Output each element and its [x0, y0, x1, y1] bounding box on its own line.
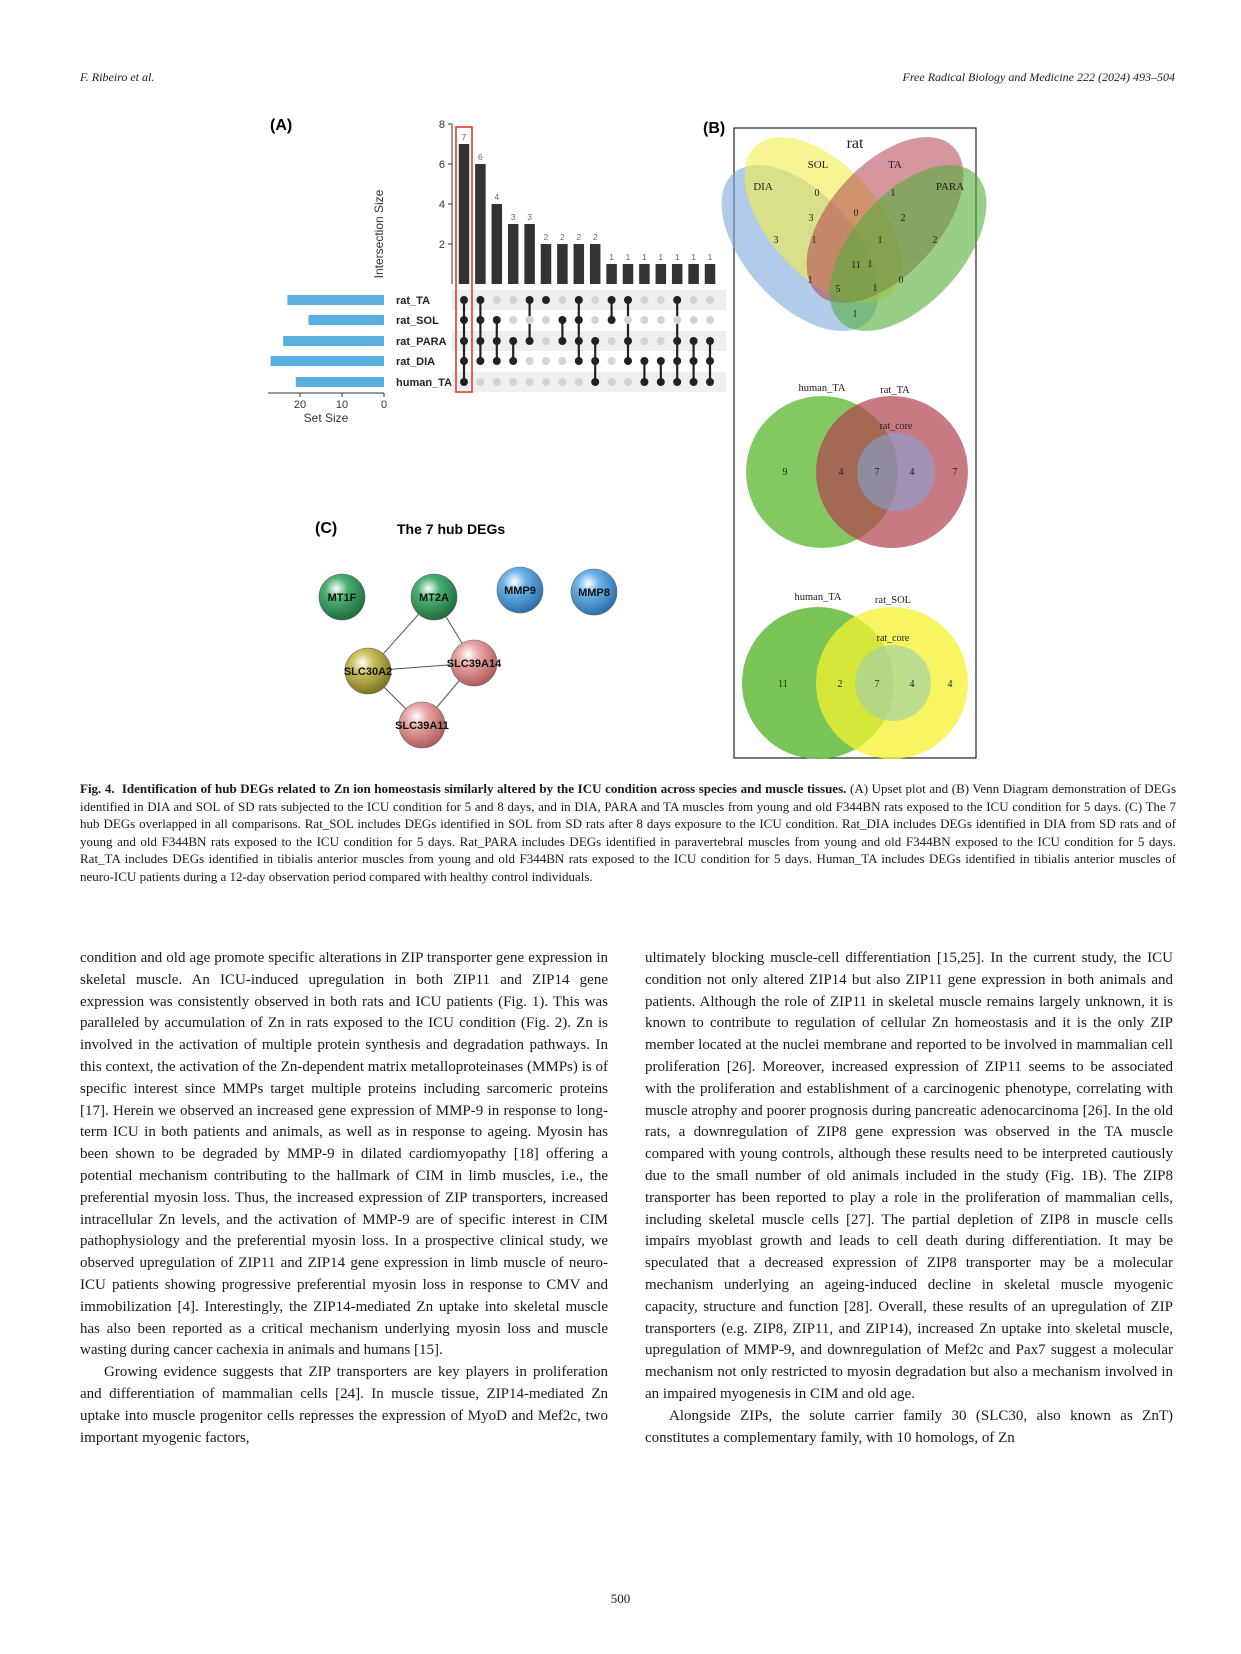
- set-size-tick-label: 20: [293, 399, 307, 411]
- inactive-set-dot: [624, 378, 632, 386]
- active-set-dot: [673, 378, 681, 386]
- active-set-dot: [476, 296, 484, 304]
- inactive-set-dot: [608, 357, 616, 365]
- bar-value-label: 1: [658, 252, 664, 262]
- inactive-set-dot: [509, 378, 517, 386]
- venn-region-count: 1: [867, 259, 873, 270]
- caption-title: Identification of hub DEGs related to Zn ion homeostasis similarly altered by the ICU condition across species and muscle tissues.: [121, 781, 847, 796]
- active-set-dot: [460, 378, 468, 386]
- intersection-bar: [656, 264, 667, 284]
- venn-region-count: 9: [782, 467, 788, 478]
- active-set-dot: [526, 337, 534, 345]
- active-set-dot: [591, 378, 599, 386]
- active-set-dot: [558, 316, 566, 324]
- venn-region-count: 0: [853, 208, 859, 219]
- inactive-set-dot: [640, 337, 648, 345]
- set-size-bar: [308, 315, 384, 325]
- caption-text: (A) Upset plot and (B) Venn Diagram demonstration of DEGs identified in DIA and SOL of SD rats subjected to the ICU condition for 5 and 8 days, and in DIA, PARA and TA muscles from young and old F344BN rats exposed to the ICU condition for 5 days. (C) The 7 hub DEGs overlapped in all comparisons. Rat_SOL includes DEGs identified in SOL from SD rats after 8 days exposure to the ICU condition. Rat_DIA includes DEGs identified in DIA from SD rats and of young and old F344BN rats exposed to the ICU condition for 5 days. Rat_PARA includes DEGs identified in paravertebral muscles from young and old F344BN exposed to the ICU condition for 5 days. Rat_TA includes DEGs identified in tibialis anterior muscles from young and old F344BN rats exposed to the ICU condition for 5 days. Human_TA includes DEGs identified in tibialis anterior muscles of neuro-ICU patients during a 12-day observation period compared with healthy control individuals.: [80, 781, 1176, 884]
- inactive-set-dot: [624, 316, 632, 324]
- intersection-bar: [590, 244, 601, 284]
- active-set-dot: [657, 357, 665, 365]
- intersection-bar: [524, 224, 535, 284]
- panel-a-label: (A): [270, 117, 293, 134]
- active-set-dot: [673, 357, 681, 365]
- bar-value-label: 6: [478, 152, 483, 162]
- inactive-set-dot: [542, 337, 550, 345]
- set-label: rat_PARA: [396, 336, 447, 348]
- inactive-set-dot: [509, 316, 517, 324]
- inactive-set-dot: [493, 378, 501, 386]
- venn-label: human_TA: [794, 592, 842, 603]
- bar-value-label: 1: [707, 252, 713, 262]
- intersection-bar: [557, 244, 568, 284]
- set-label: rat_DIA: [396, 356, 436, 368]
- bar-value-label: 2: [560, 232, 565, 242]
- gene-node-label: SLC39A11: [395, 720, 449, 732]
- y-tick-label: 8: [438, 119, 445, 131]
- active-set-dot: [476, 357, 484, 365]
- figure-caption: [80, 780, 1176, 885]
- venn-region-count: 2: [900, 213, 906, 224]
- inactive-set-dot: [706, 296, 714, 304]
- inactive-set-dot: [526, 316, 534, 324]
- inactive-set-dot: [591, 316, 599, 324]
- bar-value-label: 1: [691, 252, 696, 262]
- active-set-dot: [690, 357, 698, 365]
- y-tick-label: 2: [438, 239, 445, 251]
- inactive-set-dot: [640, 296, 648, 304]
- set-size-tick-label: 0: [380, 399, 388, 411]
- intersection-bar: [508, 224, 519, 284]
- bar-value-label: 2: [592, 232, 598, 242]
- inactive-set-dot: [526, 357, 534, 365]
- upset-plot: [268, 119, 726, 425]
- active-set-dot: [493, 316, 501, 324]
- set-label: rat_SOL: [396, 315, 439, 327]
- active-set-dot: [460, 337, 468, 345]
- venn-region-count: 1: [811, 235, 817, 246]
- venn-label-para: PARA: [935, 181, 965, 193]
- active-set-dot: [558, 337, 566, 345]
- panel-c-label: (C): [315, 520, 338, 537]
- active-set-dot: [657, 378, 665, 386]
- inactive-set-dot: [575, 378, 583, 386]
- intersection-bar: [459, 144, 470, 284]
- inactive-set-dot: [690, 316, 698, 324]
- intersection-bar: [541, 244, 552, 284]
- set-size-bar: [287, 295, 384, 305]
- venn-set-rat-core: [857, 433, 935, 511]
- y-tick-label: 6: [438, 159, 445, 171]
- set-size-bar: [296, 377, 384, 387]
- figure-4: [0, 0, 1241, 780]
- intersection-bar: [688, 264, 699, 284]
- inactive-set-dot: [542, 357, 550, 365]
- intersection-bar: [475, 164, 486, 284]
- venn-diagrams: [692, 109, 1016, 759]
- inactive-set-dot: [657, 316, 665, 324]
- active-set-dot: [690, 378, 698, 386]
- venn-label: human_TA: [798, 383, 846, 394]
- inactive-set-dot: [558, 378, 566, 386]
- active-set-dot: [591, 337, 599, 345]
- venn-label: rat_core: [879, 421, 913, 432]
- active-set-dot: [493, 357, 501, 365]
- intersection-bar: [623, 264, 634, 284]
- caption-label: Fig. 4.: [80, 781, 115, 796]
- venn-region-count: 0: [898, 275, 904, 286]
- venn-label-dia: DIA: [753, 181, 773, 193]
- venn-region-count: 2: [932, 235, 938, 246]
- inactive-set-dot: [558, 357, 566, 365]
- active-set-dot: [706, 357, 714, 365]
- hub-gene-network: [319, 567, 617, 748]
- venn-region-count: 1: [807, 275, 813, 286]
- active-set-dot: [509, 357, 517, 365]
- venn-label: rat_core: [876, 633, 910, 644]
- venn-label: rat_SOL: [874, 595, 912, 606]
- body-column-right: [645, 948, 1173, 1449]
- inactive-set-dot: [542, 316, 550, 324]
- active-set-dot: [509, 337, 517, 345]
- active-set-dot: [608, 316, 616, 324]
- inactive-set-dot: [493, 296, 501, 304]
- inactive-set-dot: [673, 316, 681, 324]
- venn-region-count: 4: [947, 679, 953, 690]
- inactive-set-dot: [657, 337, 665, 345]
- active-set-dot: [575, 296, 583, 304]
- intersection-bar: [606, 264, 617, 284]
- intersection-bar: [574, 244, 585, 284]
- venn-title: rat: [846, 135, 864, 152]
- running-header-journal: Free Radical Biology and Medicine 222 (2024) 493–504: [902, 70, 1175, 84]
- paragraph: Alongside ZIPs, the solute carrier family 30 (SLC30, also known as ZnT) constitutes a complementary family, with 10 homologs, of Zn: [645, 1407, 1173, 1446]
- venn-region-count: 11: [778, 679, 788, 690]
- venn-region-count: 7: [874, 467, 880, 478]
- active-set-dot: [640, 357, 648, 365]
- venn-region-count: 5: [835, 284, 841, 295]
- active-set-dot: [493, 337, 501, 345]
- active-set-dot: [460, 316, 468, 324]
- bar-value-label: 7: [461, 132, 467, 142]
- body-column-left: [80, 948, 608, 1449]
- active-set-dot: [591, 357, 599, 365]
- venn-region-count: 4: [909, 467, 915, 478]
- venn-region-count: 11: [851, 260, 861, 271]
- bar-value-label: 1: [609, 252, 614, 262]
- venn-set-rat-core: [855, 645, 931, 721]
- inactive-set-dot: [608, 378, 616, 386]
- page-number: 500: [610, 1591, 631, 1606]
- active-set-dot: [575, 337, 583, 345]
- active-set-dot: [624, 296, 632, 304]
- inactive-set-dot: [526, 378, 534, 386]
- venn-region-count: 3: [773, 235, 779, 246]
- bar-value-label: 2: [543, 232, 549, 242]
- y-tick-label: 4: [438, 199, 445, 211]
- set-label: human_TA: [396, 377, 453, 389]
- venn-region-count: 7: [952, 467, 958, 478]
- active-set-dot: [706, 337, 714, 345]
- inactive-set-dot: [591, 296, 599, 304]
- intersection-bar: [492, 204, 503, 284]
- bar-value-label: 1: [642, 252, 647, 262]
- gene-node-label: MMP9: [504, 585, 536, 597]
- venn-label: rat_TA: [880, 385, 910, 396]
- venn-label-sol: SOL: [807, 159, 829, 171]
- gene-node-label: MT2A: [419, 592, 449, 604]
- venn-region-count: 2: [837, 679, 843, 690]
- active-set-dot: [640, 378, 648, 386]
- active-set-dot: [608, 296, 616, 304]
- bar-value-label: 1: [674, 252, 680, 262]
- panel-b-label: (B): [703, 120, 726, 137]
- running-header-authors: F. Ribeiro et al.: [80, 70, 155, 84]
- venn-region-count: 7: [874, 679, 880, 690]
- active-set-dot: [476, 337, 484, 345]
- intersection-bar: [672, 264, 683, 284]
- active-set-dot: [460, 296, 468, 304]
- gene-node-label: MT1F: [327, 592, 357, 604]
- active-set-dot: [476, 316, 484, 324]
- active-set-dot: [624, 357, 632, 365]
- active-set-dot: [673, 296, 681, 304]
- paragraph: Growing evidence suggests that ZIP transporters are key players in proliferation and differentiation of mammalian cells [24]. In muscle tissue, ZIP14-mediated Zn uptake into muscle progenitor cells represses the expression of MyoD and Mef2c, two important myogenic factors,: [80, 1364, 608, 1446]
- venn-region-count: 1: [877, 235, 883, 246]
- gene-node-label: MMP8: [578, 587, 610, 599]
- set-label: rat_TA: [396, 295, 431, 307]
- active-set-dot: [460, 357, 468, 365]
- active-set-dot: [706, 378, 714, 386]
- active-set-dot: [575, 357, 583, 365]
- gene-node-label: SLC30A2: [343, 666, 393, 678]
- bar-value-label: 3: [510, 212, 516, 222]
- inactive-set-dot: [608, 337, 616, 345]
- bar-value-label: 3: [527, 212, 532, 222]
- intersection-bar: [705, 264, 716, 284]
- venn-label-ta: TA: [888, 159, 902, 171]
- bar-value-label: 1: [625, 252, 631, 262]
- set-size-title: Set Size: [303, 411, 349, 425]
- bar-value-label: 2: [576, 232, 582, 242]
- gene-node-label: SLC39A14: [446, 658, 502, 670]
- active-set-dot: [526, 296, 534, 304]
- venn-region-count: 4: [838, 467, 844, 478]
- bar-value-label: 4: [494, 192, 500, 202]
- set-size-bar: [283, 336, 384, 346]
- venn-region-count: 1: [890, 188, 896, 199]
- active-set-dot: [542, 296, 550, 304]
- venn-region-count: 0: [814, 188, 820, 199]
- inactive-set-dot: [657, 296, 665, 304]
- inactive-set-dot: [542, 378, 550, 386]
- venn-region-count: 4: [909, 679, 915, 690]
- active-set-dot: [690, 337, 698, 345]
- intersection-bar: [639, 264, 650, 284]
- active-set-dot: [624, 337, 632, 345]
- set-size-tick-label: 10: [335, 399, 349, 411]
- inactive-set-dot: [558, 296, 566, 304]
- inactive-set-dot: [509, 296, 517, 304]
- inactive-set-dot: [640, 316, 648, 324]
- active-set-dot: [575, 316, 583, 324]
- network-title: The 7 hub DEGs: [397, 521, 506, 537]
- set-size-bar: [271, 356, 384, 366]
- venn-region-count: 3: [808, 213, 814, 224]
- inactive-set-dot: [706, 316, 714, 324]
- venn-region-count: 1: [872, 283, 878, 294]
- paragraph: ultimately blocking muscle-cell differentiation [15,25]. In the current study, the ICU condition not only altered ZIP14 but also ZIP11 gene expression in both animals and patients. Although the role of ZIP11 in skeletal muscle remains largely unknown, it is known to contribute to regulation of cellular Zn homeostasis and it is the only ZIP member located at the nuclei membrane and reported to be involved in mammalian cell proliferation [26]. Moreover, increased expression of ZIP11 seems to be associated with the proliferation and establishment of a carcinogenic phenotype, correlating with muscle atrophy and poorer prognosis during pancreatic adenocarcinoma [26]. In the old rats, a downregulation of ZIP8 gene expression was observed in the TA muscle compared with young controls, although these results need to be interpreted cautiously due to the small number of old animals included in the study (Fig. 1B). The ZIP8 transporter has been reported to play a role in the proliferation of mammalian cells, including skeletal muscle cells [27]. The partial depletion of ZIP8 in muscle cells impairs myoblast growth and leads to cell death during differentiation. It may be speculated that a decreased expression of ZIP8 transporter may be a molecular mechanism underlying an ageing-induced decline in skeletal muscle myogenic capacity, structure and function [28]. Overall, these results of an upregulation of ZIP transporters (e.g. ZIP8, ZIP11, and ZIP14), increased Zn uptake into skeletal muscle, upregulation of MMP-9, and downregulation of Mef2c and Pax7 suggest a molecular mechanism not only restricted to myosin degradation but also a mechanism involved in an impaired myogenesis in CIM and old age.: [645, 950, 1173, 1402]
- inactive-set-dot: [690, 296, 698, 304]
- active-set-dot: [673, 337, 681, 345]
- venn-region-count: 1: [852, 309, 858, 320]
- y-axis-title: Intersection Size: [372, 189, 386, 279]
- inactive-set-dot: [476, 378, 484, 386]
- paragraph: condition and old age promote specific alterations in ZIP transporter gene expression in skeletal muscle. An ICU-induced upregulation in both ZIP11 and ZIP14 gene expression was consistently observed in both rats and ICU patients (Fig. 1). This was paralleled by accumulation of Zn in rats exposed to the ICU condition (Fig. 2). Zn is involved in the activation of multiple protein synthesis and degradation pathways. In this context, the activation of the Zn-dependent matrix metalloproteinases (MMPs) is of specific interest since MMPs target multiple proteins including sarcomeric proteins [17]. Herein we observed an increased gene expression of MMP-9 in response to long-term ICU in both patients and animals, as well as in response to ageing. Myosin has been shown to be degraded by MMP-9 in dilated cardiomyopathy [18] offering a potential mechanism contributing to the hallmark of CIM in limb muscles, i.e., the preferential myosin loss. Thus, the increased expression of ZIP transporters, increased intracellular Zn levels, and the activation of MMP-9 are of specific interest in CIM pathophysiology and the preferential myosin loss. In a prospective clinical study, we observed upregulation of ZIP11 and ZIP14 gene expression in limb muscle of neuro-ICU patients showing progressive preferential myosin loss in response to CMV and immobilization [4]. Interestingly, the ZIP14-mediated Zn uptake into skeletal muscle has also been reported as a critical mechanism underlying myosin loss and muscle wasting during cancer cachexia in animals and humans [15].: [80, 950, 608, 1359]
